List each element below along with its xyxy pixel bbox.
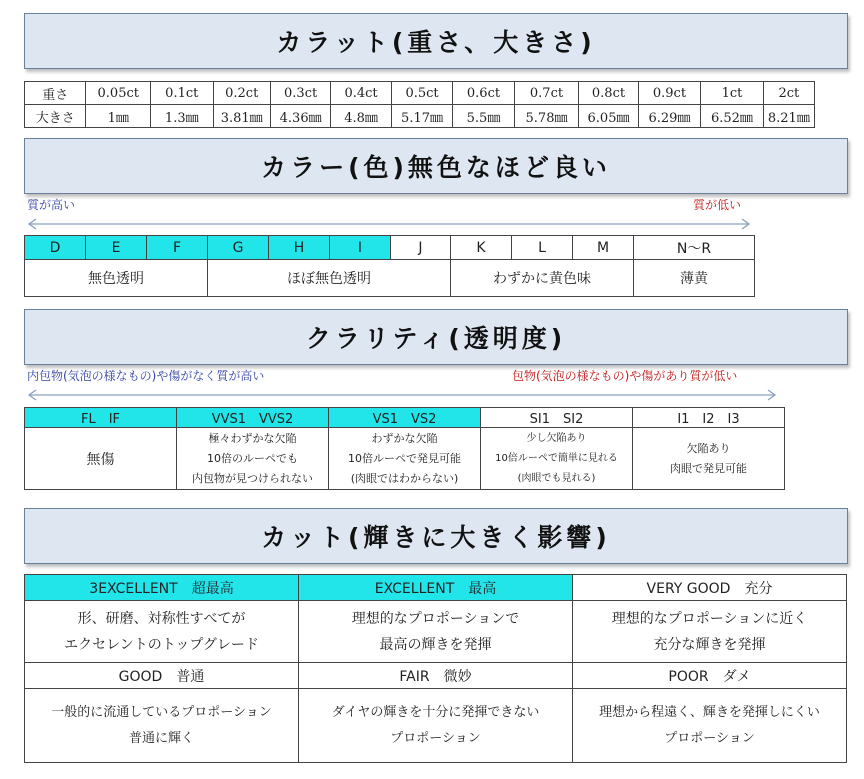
cut-desc-line: 形、研磨、対称性すべてが (77, 610, 246, 627)
cut-desc-cell (573, 601, 847, 663)
clarity-grade-table (24, 407, 785, 490)
carat-size-cell: 4.36㎜ (270, 105, 330, 128)
color-quality-low-label: 質が低い (693, 198, 742, 212)
clarity-desc-cell (25, 428, 177, 490)
color-group-cell: わずかに黄色味 (451, 260, 634, 297)
clarity-desc-cell (481, 428, 633, 490)
carat-weight-cell: 0.05ct (86, 82, 151, 105)
cut-grade-row (25, 663, 847, 689)
color-grade-cell: M (573, 236, 634, 260)
cut-heading: カット(輝きに大きく影響) (24, 508, 848, 564)
color-group-row (25, 260, 755, 297)
color-group-cell: 無色透明 (25, 260, 208, 297)
cut-desc-row (25, 601, 847, 663)
carat-weight-cell: 2ct (763, 82, 814, 105)
carat-weight-cell: 0.6ct (453, 82, 514, 105)
cut-desc-cell (573, 689, 847, 763)
clarity-desc-cell (633, 428, 785, 490)
clarity-grade-cell: VS1 VS2 (329, 408, 481, 428)
clarity-desc-line: 肉眼で発見可能 (670, 461, 747, 475)
clarity-grade-cell: VVS1 VVS2 (177, 408, 329, 428)
color-grade-cell: K (451, 236, 512, 260)
color-grade-table (24, 235, 755, 297)
cut-desc-line: ダイヤの輝きを十分に発揮できない (331, 704, 540, 720)
color-grade-cell: G (208, 236, 269, 260)
carat-weight-cell: 0.5ct (391, 82, 452, 105)
carat-size-cell: 3.81㎜ (213, 105, 270, 128)
clarity-desc-line: 欠陥あり (686, 441, 731, 455)
clarity-grade-cell: FL IF (25, 408, 177, 428)
color-group-cell: ほぼ無色透明 (208, 260, 451, 297)
carat-row-label: 大きさ (25, 105, 86, 128)
color-group-cell: 薄黄 (634, 260, 755, 297)
carat-weight-cell: 0.1ct (151, 82, 214, 105)
color-grade-cell: D (25, 236, 86, 260)
carat-weight-cell: 0.4ct (331, 82, 391, 105)
carat-size-cell: 6.29㎜ (638, 105, 701, 128)
carat-weight-cell: 0.9ct (638, 82, 701, 105)
clarity-desc-line: (肉眼ではわからない) (350, 471, 459, 485)
clarity-quality-high-label: 内包物(気泡の様なもの)や傷がなく質が高い (27, 369, 265, 383)
color-grade-cell: J (391, 236, 451, 260)
carat-size-cell: 6.52㎜ (701, 105, 764, 128)
carat-size-cell: 1.3㎜ (151, 105, 214, 128)
color-quality-arrow (26, 218, 752, 230)
clarity-grade-cell: SI1 SI2 (481, 408, 633, 428)
clarity-desc-line: (肉眼でも見れる) (517, 472, 596, 484)
clarity-grade-cell: I1 I2 I3 (633, 408, 785, 428)
color-grade-cell: E (86, 236, 147, 260)
carat-size-row (25, 105, 815, 128)
color-heading: カラー(色)無色なほど良い (24, 138, 848, 194)
carat-weight-cell: 0.2ct (213, 82, 270, 105)
color-grade-cell: N〜R (634, 236, 755, 260)
cut-grade-cell: VERY GOOD 充分 (573, 575, 847, 601)
clarity-quality-arrow (26, 389, 778, 401)
clarity-desc-line: 少し欠陥あり (526, 432, 587, 444)
clarity-heading: クラリティ(透明度) (24, 309, 848, 365)
cut-desc-row (25, 689, 847, 763)
cut-grade-cell: EXCELLENT 最高 (299, 575, 573, 601)
cut-desc-cell (25, 601, 299, 663)
carat-size-cell: 1㎜ (86, 105, 151, 128)
clarity-desc-cell (177, 428, 329, 490)
carat-weight-row (25, 82, 815, 105)
cut-desc-line: 一般的に流通しているプロポーション (51, 704, 272, 720)
cut-desc-line: 理想的なプロポーションに近く (611, 610, 808, 627)
cut-grade-cell: 3EXCELLENT 超最高 (25, 575, 299, 601)
carat-weight-cell: 1ct (701, 82, 764, 105)
color-quality-high-label: 質が高い (27, 198, 76, 212)
carat-weight-cell: 0.8ct (579, 82, 638, 105)
color-grade-cell: L (512, 236, 573, 260)
clarity-desc-row (25, 428, 785, 490)
clarity-desc-line: わずかな欠陥 (371, 431, 438, 445)
clarity-desc-line: 10倍ルーペで発見可能 (348, 451, 461, 465)
cut-desc-line: 普通に輝く (128, 730, 194, 746)
carat-size-cell: 5.17㎜ (391, 105, 452, 128)
carat-size-cell: 5.78㎜ (514, 105, 579, 128)
cut-desc-line: エクセレントのトップグレード (64, 636, 259, 653)
cut-desc-cell (299, 601, 573, 663)
clarity-grade-row (25, 408, 785, 428)
color-grade-cell: F (147, 236, 208, 260)
cut-desc-line: 理想から程遠く、輝きを発揮しにくい (599, 704, 820, 720)
clarity-desc-line: 内包物が見つけられない (192, 471, 313, 485)
clarity-desc-line: 極々わずかな欠陥 (208, 431, 297, 445)
carat-table (24, 81, 815, 128)
cut-desc-cell (299, 689, 573, 763)
cut-grade-row (25, 575, 847, 601)
carat-size-cell: 6.05㎜ (579, 105, 638, 128)
cut-grade-cell: POOR ダメ (573, 663, 847, 689)
color-grade-cell: H (269, 236, 330, 260)
carat-size-cell: 5.5㎜ (453, 105, 514, 128)
cut-grade-cell: FAIR 微妙 (299, 663, 573, 689)
cut-grade-cell: GOOD 普通 (25, 663, 299, 689)
color-grade-row (25, 236, 755, 260)
clarity-desc-line: 無傷 (86, 451, 115, 468)
carat-weight-cell: 0.3ct (270, 82, 330, 105)
clarity-desc-line: 10倍のルーペでも (207, 451, 298, 465)
carat-size-cell: 8.21㎜ (763, 105, 814, 128)
carat-row-label: 重さ (25, 82, 86, 105)
cut-grade-table (24, 574, 847, 763)
clarity-desc-line: 10倍ルーペで簡単に見れる (495, 452, 618, 464)
cut-desc-line: 最高の輝きを発揮 (379, 636, 492, 653)
clarity-quality-low-label: 包物(気泡の様なもの)や傷があり質が低い (512, 369, 738, 383)
carat-weight-cell: 0.7ct (514, 82, 579, 105)
cut-desc-line: 充分な輝きを発揮 (653, 636, 766, 653)
clarity-desc-cell (329, 428, 481, 490)
carat-heading: カラット(重さ、大きさ) (24, 13, 848, 69)
cut-desc-line: プロポーション (390, 730, 481, 746)
cut-desc-line: 理想的なプロポーションで (351, 610, 520, 627)
carat-size-cell: 4.8㎜ (331, 105, 391, 128)
cut-desc-cell (25, 689, 299, 763)
cut-desc-line: プロポーション (664, 730, 755, 746)
color-grade-cell: I (330, 236, 391, 260)
